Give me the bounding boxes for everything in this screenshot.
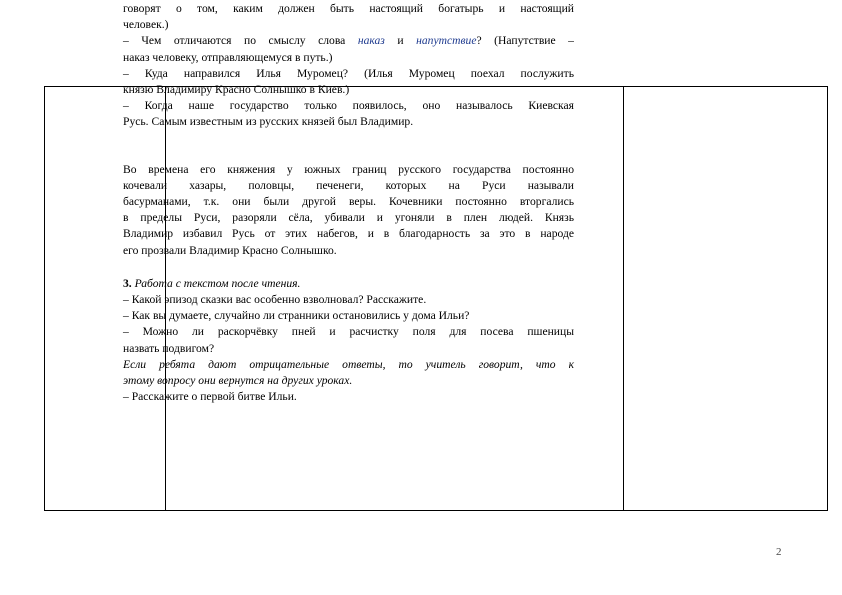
- text-line: [123, 33, 574, 49]
- lesson-text-cell: [123, 1, 574, 405]
- page-number: 2: [776, 546, 782, 558]
- section-heading: [123, 276, 574, 292]
- spacer: [123, 131, 574, 162]
- text-line: его прозвали Владимир Красно Солнышко.: [123, 243, 337, 257]
- text-line: – Можно ли раскорчёвку пней и расчистку поля для посева пшеницы: [123, 325, 574, 339]
- text-line: в пределы Руси, разоряли сёла, убивали и угоняли в плен людей. Князь: [123, 211, 574, 225]
- section-title: Работа с текстом после чтения.: [131, 276, 301, 290]
- spacer: [123, 259, 574, 276]
- keyword-naputstvie: напутствие: [416, 34, 477, 48]
- text-line: Во времена его княжения у южных границ русского государства постоянно: [123, 162, 574, 176]
- keyword-nakaz: наказ: [357, 34, 385, 48]
- column-divider-right: [623, 87, 624, 510]
- text-line: – Когда наше государство только появилось, оно называлось Киевская: [123, 99, 574, 113]
- text-fragment: ? (Напутствие –: [476, 34, 574, 48]
- section-number: 3.: [123, 276, 132, 290]
- text-fragment: и: [384, 34, 417, 48]
- text-line: наказ человеку, отправляющемуся в путь.): [123, 50, 333, 64]
- text-line: басурманами, т.к. они были другой веры. Кочевники постоянно вторгались: [123, 195, 574, 209]
- text-line: говорят о том, каким должен быть настоящий богатырь и настоящий: [123, 2, 574, 15]
- teacher-note-line: этому вопросу они вернутся на других уроках.: [123, 374, 353, 388]
- text-fragment: – Чем отличаются по смыслу слова: [123, 34, 358, 48]
- text-line: человек.): [123, 18, 169, 32]
- text-line: кочевали хазары, половцы, печенеги, которых на Руси называли: [123, 178, 574, 192]
- text-line: Русь. Самым известным из русских князей был Владимир.: [123, 115, 414, 129]
- text-line: – Какой эпизод сказки вас особенно взволновал? Расскажите.: [123, 293, 427, 307]
- text-line: – Как вы думаете, случайно ли странники остановились у дома Ильи?: [123, 309, 470, 323]
- text-line: – Куда направился Илья Муромец? (Илья Муромец поехал послужить: [123, 66, 574, 80]
- text-line: Владимир избавил Русь от этих набегов, и в благодарность за это в народе: [123, 227, 574, 241]
- text-line: назвать подвигом?: [123, 341, 215, 355]
- teacher-note-line: Если ребята дают отрицательные ответы, то учитель говорит, что к: [123, 357, 574, 371]
- text-line: – Расскажите о первой битве Ильи.: [123, 390, 297, 404]
- text-line: князю Владимиру Красно Солнышко в Киев.): [123, 83, 350, 97]
